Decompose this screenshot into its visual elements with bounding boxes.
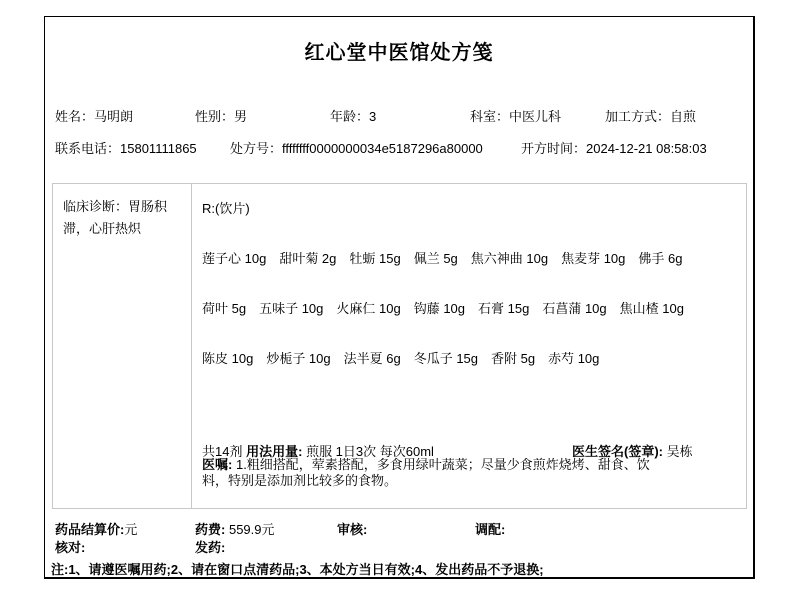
dispense-field [475, 519, 505, 538]
medicine-fee-value: 559.9元 [228, 522, 275, 537]
review-label: 审核: [337, 522, 368, 537]
phone-value: 15801111865 [120, 141, 197, 156]
herb-item: 法半夏 6g [343, 351, 401, 366]
patient-name-field [55, 106, 133, 125]
dispense-label: 调配: [475, 522, 506, 537]
herb-item: 甜叶菊 2g [279, 251, 337, 266]
medicine-fee-label: 药费: [195, 522, 226, 537]
herb-item: 荷叶 5g [202, 301, 247, 316]
herb-item: 石菖蒲 10g [542, 301, 607, 316]
department-value: 中医儿科 [509, 109, 562, 124]
patient-gender-label: 性别： [195, 109, 235, 124]
rx-content [192, 184, 746, 508]
herb-line-1 [202, 248, 682, 267]
herb-item: 陈皮 10g [202, 351, 254, 366]
herb-item: 牡蛎 15g [349, 251, 401, 266]
settlement-price-label: 药品结算价: [55, 522, 125, 537]
rx-header: R:(饮片) [202, 201, 250, 216]
settlement-price-field [55, 519, 137, 538]
rx-number-value: ffffffff0000000034e5187296a80000 [282, 141, 483, 156]
doctor-signature-value: 吴栋 [666, 444, 693, 459]
herb-item: 赤芍 10g [548, 351, 600, 366]
advice-label: 医嘱: [202, 457, 233, 472]
clinical-diagnosis [53, 184, 192, 508]
patient-age-field [330, 106, 376, 125]
herb-item: 焦六神曲 10g [470, 251, 549, 266]
herb-item: 炒栀子 10g [266, 351, 331, 366]
patient-name-label: 姓名： [55, 109, 95, 124]
check-field [55, 537, 85, 556]
issue-field [195, 537, 225, 556]
review-field [337, 519, 367, 538]
patient-name-value: 马明朗 [94, 109, 134, 124]
dose-count: 共14剂 [202, 444, 243, 459]
usage-label: 用法用量: [246, 444, 303, 459]
herb-item: 香附 5g [491, 351, 536, 366]
phone-label: 联系电话： [55, 141, 121, 156]
diagnosis-label: 临床诊断： [63, 199, 129, 214]
herb-item: 火麻仁 10g [336, 301, 401, 316]
prescription-box [52, 183, 747, 509]
rx-number-field [230, 138, 483, 157]
page-title: 红心堂中医馆处方笺 [304, 42, 494, 64]
patient-gender-value: 男 [234, 109, 248, 124]
herb-item: 钩藤 10g [413, 301, 466, 316]
patient-age-value: 3 [369, 109, 377, 124]
doctor-signature-label: 医生签名(签章): [572, 444, 663, 459]
processing-method-field [605, 106, 696, 125]
herb-item: 焦山楂 10g [619, 301, 684, 316]
processing-method-label: 加工方式： [605, 109, 671, 124]
diagnosis-value: 胃肠积滞，心肝热炽 [63, 199, 168, 236]
herb-item: 佩兰 5g [413, 251, 458, 266]
herb-item: 石膏 15g [478, 301, 530, 316]
herb-item: 焦麦芽 10g [561, 251, 626, 266]
issue-time-label: 开方时间： [521, 141, 587, 156]
herb-item: 冬瓜子 15g [413, 351, 479, 366]
patient-gender-field [195, 106, 247, 125]
usage-value: 煎服 1日3次 每次60ml [306, 444, 434, 459]
herb-line-2 [202, 298, 684, 317]
processing-method-value: 自煎 [670, 109, 697, 124]
phone-field [55, 138, 197, 157]
medical-advice [202, 457, 650, 489]
medicine-fee-field [195, 519, 275, 538]
settlement-price-value: 元 [124, 522, 138, 537]
herb-line-3 [202, 348, 599, 367]
check-label: 核对: [55, 540, 86, 555]
herb-item: 莲子心 10g [202, 251, 267, 266]
rx-number-label: 处方号： [230, 141, 283, 156]
advice-text: 1.粗细搭配，荤素搭配，多食用绿叶蔬菜；尽量少食煎炸烧烤、甜食、饮料，特别是添加剂比较多的食物。 [202, 457, 650, 488]
footer-note: 注:1、请遵医嘱用药;2、请在窗口点清药品;3、本处方当日有效;4、发出药品不予退换; [51, 562, 544, 577]
herb-item: 佛手 6g [638, 251, 683, 266]
prescription-sheet [44, 16, 755, 579]
issue-time-value: 2024-12-21 08:58:03 [586, 141, 707, 156]
department-label: 科室： [470, 109, 510, 124]
issue-label: 发药: [195, 540, 226, 555]
department-field [470, 106, 561, 125]
herb-item: 五味子 10g [259, 301, 324, 316]
patient-age-label: 年龄： [330, 109, 370, 124]
issue-time-field [521, 138, 707, 157]
